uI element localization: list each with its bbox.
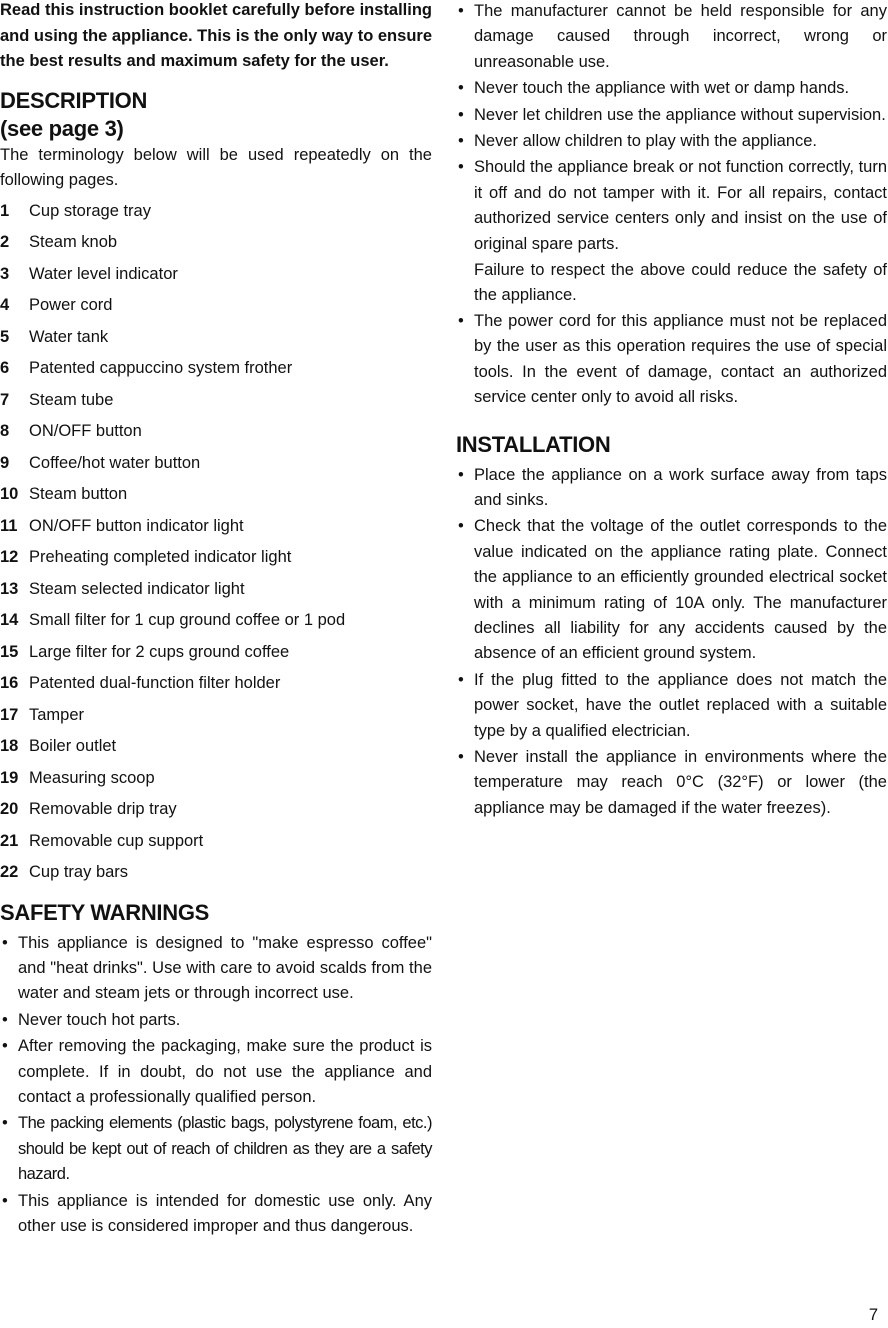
list-item: [0, 763, 432, 795]
list-item: [0, 574, 432, 606]
part-number: 21: [0, 831, 19, 850]
list-item: [0, 1008, 432, 1033]
bullet-icon: •: [458, 105, 464, 124]
part-label: Removable drip tray: [29, 800, 177, 818]
list-item: [456, 103, 887, 128]
part-label: Water level indicator: [29, 264, 178, 283]
list-item: [456, 463, 887, 514]
part-label: Water tank: [29, 327, 109, 346]
list-item: [0, 511, 432, 543]
part-number: 13: [0, 579, 19, 598]
bullet-text: Should the appliance break or not function correctly, turn it off and do not tamper with it. For all repairs, contact authorized service centers only and insist on the use of original spare parts.: [474, 158, 887, 253]
part-number: 1: [0, 201, 10, 220]
part-number: 4: [0, 296, 10, 314]
bullet-icon: •: [2, 1114, 8, 1133]
part-number: 8: [0, 422, 10, 440]
part-number: 7: [0, 390, 10, 409]
installation-heading: INSTALLATION: [456, 431, 611, 457]
part-label: ON/OFF button indicator light: [29, 516, 244, 535]
safety-list: [0, 931, 432, 1240]
bullet-icon: •: [458, 158, 464, 177]
description-heading: DESCRIPTION: [0, 87, 148, 113]
bullet-text: Never touch hot parts.: [18, 1010, 181, 1029]
part-number: 3: [0, 264, 10, 283]
list-item: [456, 514, 887, 666]
part-number: 17: [0, 705, 19, 724]
description-text: The terminology below will be used repeatedly on the following pages.: [0, 145, 432, 189]
list-item: [0, 290, 432, 322]
part-number: 10: [0, 485, 19, 503]
bullet-text: Never install the appliance in environments where the temperature may reach 0°C (32°F) or lower (the appliance may be damaged if the water freezes).: [474, 747, 887, 817]
bullet-text: This appliance is intended for domestic use only. Any other use is considered improper and thus dangerous.: [18, 1191, 432, 1235]
list-item: [456, 745, 887, 821]
part-label: Steam button: [29, 485, 128, 503]
bullet-icon: •: [2, 933, 8, 952]
list-item: [0, 857, 432, 889]
list-item: [0, 479, 432, 511]
part-number: 16: [0, 674, 19, 692]
list-item: [0, 448, 432, 480]
safety-list-continued: [456, 0, 887, 257]
part-number: 11: [0, 516, 18, 535]
list-item: [0, 794, 432, 826]
part-number: 12: [0, 548, 19, 566]
part-label: Steam tube: [29, 390, 114, 409]
bullet-text: Check that the voltage of the outlet corresponds to the value indicated on the appliance rating plate. Connect the appliance to an efficiently grounded electrical socket with a minimum rating of 10A only. The manufacturer declines all liability for any accidents caused by the absence of an efficient ground system.: [474, 517, 887, 663]
bullet-text: Never touch the appliance with wet or damp hands.: [474, 79, 850, 98]
bullet-icon: •: [458, 465, 464, 484]
bullet-icon: •: [458, 79, 464, 98]
part-label: Cup tray bars: [29, 863, 129, 881]
part-number: 18: [0, 737, 19, 755]
bullet-text: The packing elements (plastic bags, polystyrene foam, etc.) should be kept out of reach of children as they are a safety hazard.: [18, 1114, 432, 1184]
safety-list-end: [456, 309, 887, 411]
list-item: [456, 668, 887, 744]
safety-heading: SAFETY WARNINGS: [0, 899, 210, 925]
part-label: Power cord: [29, 296, 113, 314]
bullet-icon: •: [458, 2, 464, 20]
parts-list: [0, 196, 432, 889]
part-label: ON/OFF button: [29, 422, 142, 440]
bullet-icon: •: [458, 311, 464, 330]
list-item: [0, 1189, 432, 1240]
list-item: [0, 542, 432, 574]
page-number: 7: [868, 1306, 878, 1324]
part-number: 15: [0, 642, 19, 661]
bullet-text: After removing the packaging, make sure the product is complete. If in doubt, do not use the appliance and contact a professionally qualified person.: [18, 1037, 432, 1106]
bullet-icon: •: [2, 1010, 8, 1029]
bullet-icon: •: [458, 747, 464, 766]
failure-note: Failure to respect the above could reduce the safety of the appliance.: [474, 261, 887, 305]
bullet-text: The power cord for this appliance must not be replaced by the user as this operation requires the use of special tools. In the event of damage, contact an authorized service center only to avoid all risks.: [474, 311, 887, 407]
list-item: [0, 416, 432, 448]
list-item: [0, 1034, 432, 1110]
part-label: Steam knob: [29, 233, 118, 251]
installation-list: [456, 463, 887, 822]
intro-text: Read this instruction booklet carefully before installing and using the appliance. This is the only way to ensure the best results and maximum safety for the user.: [0, 1, 432, 70]
left-column: [0, 0, 432, 1240]
part-label: Steam selected indicator light: [29, 579, 245, 598]
list-item: [0, 196, 432, 228]
list-item: [0, 227, 432, 259]
part-label: Boiler outlet: [29, 737, 117, 755]
list-item: [0, 1111, 432, 1187]
part-number: 14: [0, 611, 19, 629]
bullet-text: Never allow children to play with the appliance.: [474, 132, 818, 151]
bullet-text: If the plug fitted to the appliance does not match the power socket, have the outlet replaced with a suitable type by a qualified electrician.: [474, 670, 887, 740]
part-number: 22: [0, 863, 19, 881]
list-item: [0, 385, 432, 417]
part-number: 2: [0, 233, 10, 251]
bullet-icon: •: [458, 670, 464, 689]
list-item: [0, 637, 432, 669]
part-label: Patented dual-function filter holder: [29, 674, 281, 692]
part-number: 9: [0, 453, 10, 472]
description-subheading: (see page 3): [0, 115, 124, 141]
part-label: Tamper: [29, 705, 85, 724]
bullet-icon: •: [458, 132, 464, 151]
list-item: [456, 129, 887, 154]
list-item: [0, 668, 432, 700]
part-number: 6: [0, 359, 10, 377]
part-label: Patented cappuccino system frother: [29, 359, 293, 377]
bullet-icon: •: [458, 517, 464, 536]
part-number: 20: [0, 800, 19, 818]
part-label: Removable cup support: [29, 831, 204, 850]
bullet-text: Never let children use the appliance without supervision.: [474, 105, 886, 124]
list-item: [456, 155, 887, 257]
part-label: Small filter for 1 cup ground coffee or 1 pod: [29, 611, 346, 629]
list-item: [0, 700, 432, 732]
list-item: [0, 353, 432, 385]
list-item: [0, 259, 432, 291]
bullet-icon: •: [2, 1037, 8, 1056]
part-label: Large filter for 2 cups ground coffee: [29, 642, 290, 661]
bullet-icon: •: [2, 1191, 8, 1210]
right-column: [456, 0, 887, 822]
bullet-text: The manufacturer cannot be held responsible for any damage caused through incorrect, wrong or unreasonable use.: [474, 2, 887, 71]
bullet-text: This appliance is designed to "make espresso coffee" and "heat drinks". Use with care to avoid scalds from the water and steam jets or through incorrect use.: [18, 933, 432, 1003]
list-item: [456, 76, 887, 101]
list-item: [0, 322, 432, 354]
list-item: [0, 605, 432, 637]
part-label: Coffee/hot water button: [29, 453, 201, 472]
list-item: [0, 731, 432, 763]
part-number: 19: [0, 768, 19, 787]
list-item: [456, 0, 887, 75]
part-number: 5: [0, 327, 10, 346]
list-item: [0, 826, 432, 858]
list-item: [0, 931, 432, 1007]
part-label: Preheating completed indicator light: [29, 548, 292, 566]
part-label: Measuring scoop: [29, 768, 155, 787]
part-label: Cup storage tray: [29, 201, 151, 220]
bullet-text: Place the appliance on a work surface away from taps and sinks.: [474, 465, 887, 509]
list-item: [456, 309, 887, 411]
